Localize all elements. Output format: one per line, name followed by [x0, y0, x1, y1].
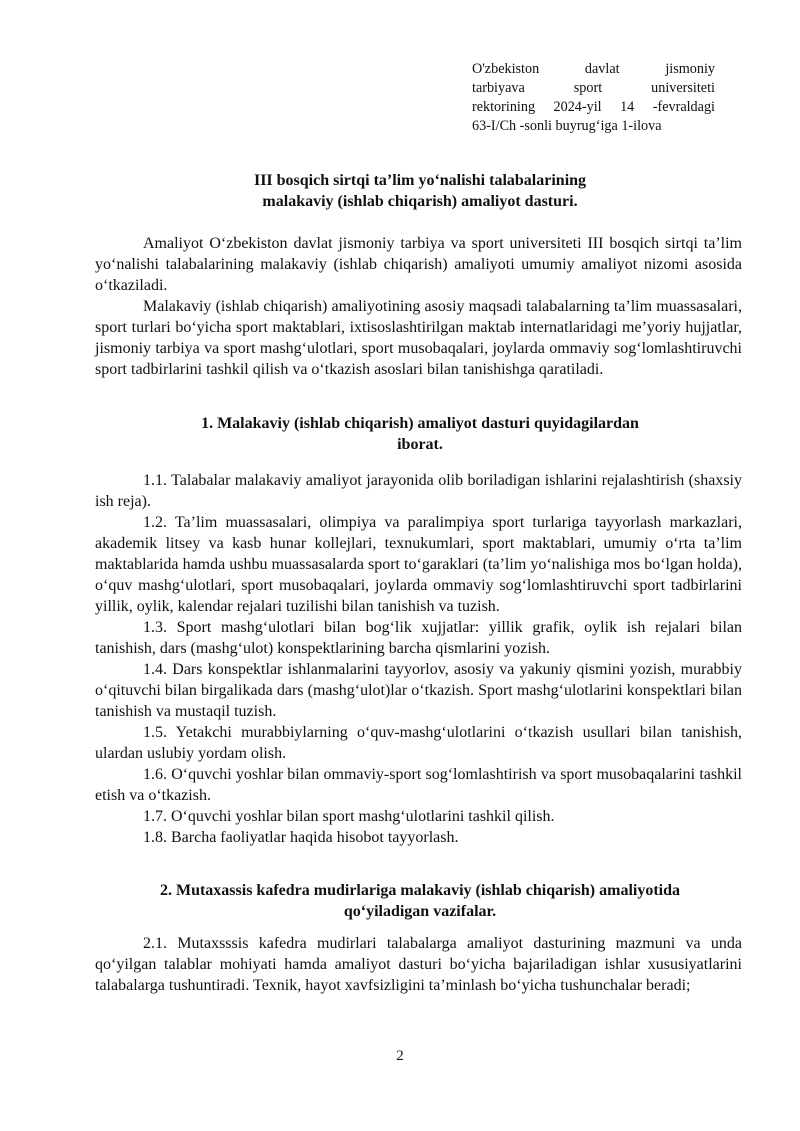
document-title-line: malakaviy (ishlab chiqarish) amaliyot dasturi. — [262, 193, 578, 210]
list-item: 1.5. Yetakchi murabbiylarning o‘quv-mashg‘ulotlarini o‘tkazish usullari bilan tanishish, ulardan uslubiy yordam olish. — [95, 724, 742, 762]
section-heading-line: qo‘yiladigan vazifalar. — [343, 903, 497, 920]
appendix-note-line: O'zbekiston davlat jismoniy — [472, 61, 715, 77]
list-item: 2.1. Mutaxsssis kafedra mudirlari talabalarga amaliyot dasturining mazmuni va unda qo‘yilgan talablar mohiyati hamda amaliyot dasturi bo‘yicha bajariladigan ishlar xususiyatlarini talabalarga tushuntiradi. Texnik, hayot xavfsizligini ta’minlash bo‘yicha tushunchalar beradi; — [95, 935, 742, 994]
section-heading-line: 1. Malakaviy (ishlab chiqarish) amaliyot dasturi quyidagilardan — [201, 415, 639, 432]
list-item: 1.1. Talabalar malakaviy amaliyot jarayonida olib boriladigan ishlarini rejalashtirish (shaxsiy ish reja). — [95, 472, 742, 510]
list-item: 1.3. Sport mashg‘ulotlari bilan bog‘lik xujjatlar: yillik grafik, oylik ish rejalari bilan tanishish, dars (mashg‘ulot) konspektlarining barcha qismlarini yozish. — [95, 619, 742, 657]
list-item: 1.2. Ta’lim muassasalari, olimpiya va paralimpiya sport turlariga tayyorlash markazlari, akademik litsey va kasb hunar kollejlari, texnukumlari, sport maktablari, umumiy o‘rta ta’lim maktablarida hamda ushbu muassasalarda sport to‘garaklari (ta’lim yo‘nalishiga mos bo‘lgan holda), o‘quv mashg‘ulotlari, sport musobaqalari, joylarda ommaviy sog‘lomlashtiruvchi sport tadbirlarini yillik, oylik, kalendar rejalari tuzilishi bilan tanishish va tuzish. — [95, 514, 742, 615]
intro-paragraph: Amaliyot O‘zbekiston davlat jismoniy tarbiya va sport universiteti III bosqich sirtqi ta’lim yo‘nalishi talabalarining malakaviy (ishlab chiqarish) amaliyoti umumiy amaliyot nizomi asosida o‘tkaziladi. — [95, 235, 742, 294]
section-1-items — [95, 470, 742, 848]
section-heading-line: iborat. — [397, 436, 443, 453]
appendix-note-line: rektorining 2024-yil 14 -fevraldagi — [472, 99, 715, 115]
section-heading-line: 2. Mutaxassis kafedra mudirlariga malakaviy (ishlab chiqarish) amaliyotida — [159, 882, 681, 899]
list-item: 1.4. Dars konspektlar ishlanmalarini tayyorlov, asosiy va yakuniy qismini yozish, murabbiy o‘qituvchi bilan birgalikada dars (mashg‘ulot)lar o‘tkazish. Sport mashg‘ulotlarini konspektlari bilan tanishish va mustaqil tuzish. — [95, 661, 742, 720]
document-title — [120, 170, 720, 212]
appendix-note-line: 63-I/Ch -sonli buyrug‘iga 1-ilova — [472, 118, 662, 134]
list-item: 1.6. O‘quvchi yoshlar bilan ommaviy-sport sog‘lomlashtirish va sport musobaqalarini tashkil etish va o‘tkazish. — [95, 766, 742, 804]
list-item: 1.7. O‘quvchi yoshlar bilan sport mashg‘ulotlarini tashkil qilish. — [143, 808, 555, 825]
appendix-note-line: tarbiyava sport universiteti — [472, 80, 715, 96]
list-item: 1.8. Barcha faoliyatlar haqida hisobot tayyorlash. — [143, 829, 459, 846]
intro-section — [95, 233, 742, 380]
section-1-heading — [120, 413, 720, 455]
appendix-note — [472, 60, 715, 136]
intro-paragraph: Malakaviy (ishlab chiqarish) amaliyotining asosiy maqsadi talabalarning ta’lim muassasalari, sport turlari bo‘yicha sport maktablari, ixtisoslashtirilgan maktab internatlaridagi me’yoriy hujjatlar, jismoniy tarbiya va sport mashg‘ulotlari, sport musobaqalari, joylarda ommaviy sog‘lomlashtiruvchi sport tadbirlarini tashkil qilish va o‘tkazish asoslari bilan tanishishga qaratiladi. — [95, 298, 742, 378]
page-number: 2 — [396, 1048, 404, 1064]
section-2-heading — [120, 880, 720, 922]
section-2-items — [95, 933, 742, 996]
document-title-line: III bosqich sirtqi ta’lim yo‘nalishi talabalarining — [253, 172, 587, 189]
